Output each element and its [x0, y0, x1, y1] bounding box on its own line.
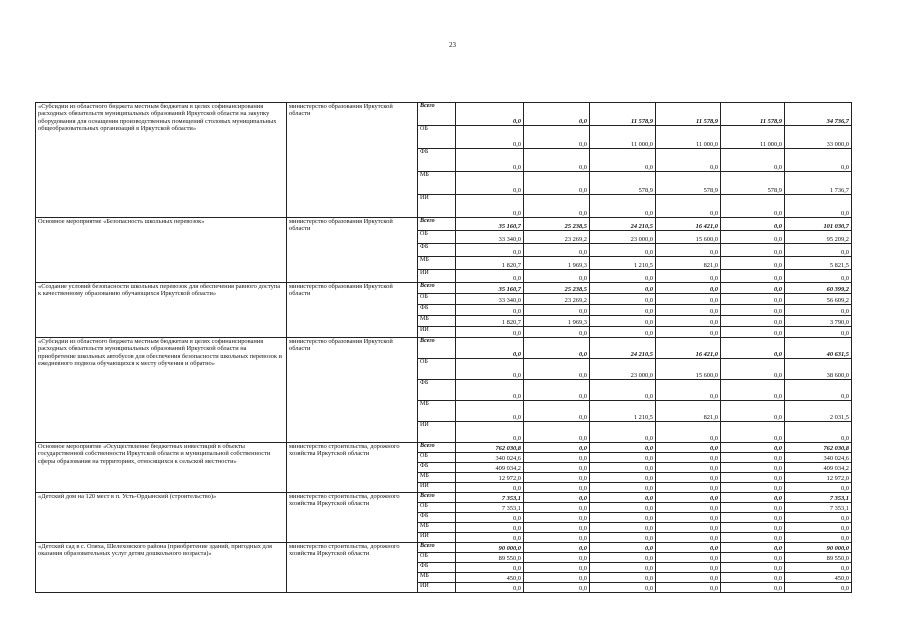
amount-total-cell: 33 000,0	[785, 126, 852, 149]
amount-cell: 0,0	[721, 563, 785, 573]
funding-source: Всего	[418, 103, 456, 126]
amount-total-cell: 409 034,2	[785, 463, 852, 473]
amount-cell: 0,0	[456, 195, 524, 218]
amount-cell: 0,0	[590, 493, 656, 503]
amount-cell: 0,0	[721, 149, 785, 172]
amount-total-cell: 12 972,0	[785, 473, 852, 483]
amount-cell: 0,0	[456, 172, 524, 195]
responsible-executor: министерство строительства, дорожного хозяйства Иркутской области	[287, 493, 418, 543]
amount-cell: 0,0	[456, 270, 524, 283]
amount-cell: 0,0	[656, 453, 721, 463]
amount-total-cell: 2 031,5	[785, 401, 852, 422]
amount-total-cell: 0,0	[785, 422, 852, 443]
amount-cell: 0,0	[656, 443, 721, 453]
amount-cell: 0,0	[590, 543, 656, 553]
amount-cell: 0,0	[590, 503, 656, 513]
amount-cell: 0,0	[656, 463, 721, 473]
amount-cell: 821,0	[656, 257, 721, 270]
amount-total-cell: 101 030,7	[785, 218, 852, 231]
amount-cell: 0,0	[590, 463, 656, 473]
table-row	[36, 218, 852, 231]
amount-cell: 0,0	[721, 543, 785, 553]
amount-cell: 450,0	[456, 573, 524, 583]
amount-total-cell: 7 353,1	[785, 503, 852, 513]
amount-cell: 0,0	[721, 231, 785, 244]
amount-cell: 0,0	[721, 401, 785, 422]
funding-source: ФБ	[418, 563, 456, 573]
amount-cell: 0,0	[524, 327, 590, 338]
amount-cell: 0,0	[456, 126, 524, 149]
amount-cell: 0,0	[524, 149, 590, 172]
funding-source: Всего	[418, 218, 456, 231]
funding-source: ФБ	[418, 463, 456, 473]
amount-cell: 0,0	[590, 523, 656, 533]
amount-cell: 0,0	[456, 327, 524, 338]
amount-cell: 89 550,0	[456, 553, 524, 563]
amount-cell: 0,0	[456, 523, 524, 533]
activity-name: Основное мероприятие «Безопасность школьных перевозок»	[36, 218, 287, 283]
amount-cell: 0,0	[524, 244, 590, 257]
table-row	[36, 443, 852, 453]
amount-cell: 33 340,0	[456, 294, 524, 305]
amount-cell: 0,0	[590, 473, 656, 483]
amount-total-cell: 0,0	[785, 244, 852, 257]
amount-cell: 0,0	[721, 294, 785, 305]
amount-cell: 0,0	[456, 422, 524, 443]
responsible-executor: министерство образования Иркутской области	[287, 338, 418, 443]
funding-source: ИИ	[418, 483, 456, 493]
funding-source: ОБ	[418, 453, 456, 463]
amount-cell: 340 024,6	[456, 453, 524, 463]
amount-cell: 15 600,0	[656, 359, 721, 380]
amount-cell: 0,0	[524, 401, 590, 422]
amount-cell: 7 353,1	[456, 503, 524, 513]
responsible-executor: министерство образования Иркутской области	[287, 218, 418, 283]
amount-cell: 0,0	[656, 473, 721, 483]
amount-cell: 25 238,5	[524, 283, 590, 294]
amount-cell: 0,0	[590, 316, 656, 327]
responsible-executor: министерство образования Иркутской области	[287, 103, 418, 218]
amount-cell: 0,0	[590, 443, 656, 453]
amount-cell: 0,0	[656, 563, 721, 573]
amount-cell: 0,0	[656, 533, 721, 543]
activity-name: Основное мероприятие «Осуществление бюджетных инвестиций в объекты государственной собственности Иркутской области и муниципальной собственности сферы образования на территориях, относящихся к сельской местности»	[36, 443, 287, 493]
amount-cell: 0,0	[524, 513, 590, 523]
activity-name: «Детский сад в с. Оляха, Шелеховского района (приобретение зданий, пригодных для оказания образовательных услуг детям дошкольного возраста)»	[36, 543, 287, 593]
amount-cell: 0,0	[721, 533, 785, 543]
amount-cell: 0,0	[721, 573, 785, 583]
amount-total-cell: 60 399,2	[785, 283, 852, 294]
amount-cell: 0,0	[524, 270, 590, 283]
amount-cell: 0,0	[656, 513, 721, 523]
amount-cell: 0,0	[524, 195, 590, 218]
amount-cell: 0,0	[656, 149, 721, 172]
amount-cell: 11 000,0	[656, 126, 721, 149]
amount-cell: 0,0	[590, 244, 656, 257]
amount-cell: 12 972,0	[456, 473, 524, 483]
amount-cell: 23 000,0	[590, 231, 656, 244]
funding-source: ИИ	[418, 195, 456, 218]
amount-cell: 0,0	[721, 463, 785, 473]
funding-source: МБ	[418, 523, 456, 533]
amount-cell: 0,0	[721, 244, 785, 257]
amount-total-cell: 762 030,8	[785, 443, 852, 453]
amount-total-cell: 3 790,0	[785, 316, 852, 327]
amount-cell: 1 210,5	[590, 257, 656, 270]
activity-name: «Создание условий безопасности школьных перевозок для обеспечения равного доступа к качественному образованию обучающихся Иркутской области»	[36, 283, 287, 338]
amount-cell: 23 269,2	[524, 294, 590, 305]
funding-source: ИИ	[418, 327, 456, 338]
amount-cell: 25 238,5	[524, 218, 590, 231]
amount-cell: 0,0	[590, 563, 656, 573]
amount-cell: 0,0	[456, 103, 524, 126]
amount-total-cell: 450,0	[785, 573, 852, 583]
funding-source: МБ	[418, 573, 456, 583]
amount-cell: 33 340,0	[456, 231, 524, 244]
amount-cell: 0,0	[524, 523, 590, 533]
amount-cell: 23 000,0	[590, 359, 656, 380]
amount-cell: 0,0	[524, 573, 590, 583]
amount-cell: 0,0	[456, 359, 524, 380]
amount-total-cell: 0,0	[785, 270, 852, 283]
amount-cell: 24 210,5	[590, 338, 656, 359]
amount-cell: 0,0	[590, 270, 656, 283]
amount-cell: 24 210,5	[590, 218, 656, 231]
amount-cell: 0,0	[656, 503, 721, 513]
amount-cell: 0,0	[721, 513, 785, 523]
amount-cell: 0,0	[721, 359, 785, 380]
amount-cell: 0,0	[656, 483, 721, 493]
amount-cell: 0,0	[721, 443, 785, 453]
amount-cell: 762 030,8	[456, 443, 524, 453]
amount-cell: 0,0	[721, 523, 785, 533]
amount-cell: 0,0	[456, 401, 524, 422]
amount-total-cell: 0,0	[785, 327, 852, 338]
amount-cell: 0,0	[524, 453, 590, 463]
funding-source: МБ	[418, 401, 456, 422]
table-row	[36, 103, 852, 126]
amount-total-cell: 0,0	[785, 523, 852, 533]
amount-total-cell: 90 000,0	[785, 543, 852, 553]
amount-cell: 0,0	[721, 380, 785, 401]
funding-source: Всего	[418, 283, 456, 294]
amount-cell: 0,0	[590, 327, 656, 338]
amount-cell: 0,0	[524, 103, 590, 126]
amount-cell: 0,0	[656, 573, 721, 583]
amount-cell: 0,0	[656, 422, 721, 443]
funding-source: ФБ	[418, 380, 456, 401]
amount-cell: 7 353,1	[456, 493, 524, 503]
page-number: 23	[449, 41, 456, 49]
table-row	[36, 283, 852, 294]
funding-source: ОБ	[418, 126, 456, 149]
amount-cell: 0,0	[524, 533, 590, 543]
amount-cell: 0,0	[656, 523, 721, 533]
amount-cell: 0,0	[590, 305, 656, 316]
amount-cell: 0,0	[524, 359, 590, 380]
amount-cell: 578,9	[721, 172, 785, 195]
amount-cell: 0,0	[456, 533, 524, 543]
amount-cell: 0,0	[721, 218, 785, 231]
amount-cell: 0,0	[721, 327, 785, 338]
amount-cell: 1 210,5	[590, 401, 656, 422]
amount-total-cell: 0,0	[785, 195, 852, 218]
funding-source: ОБ	[418, 503, 456, 513]
amount-total-cell: 0,0	[785, 483, 852, 493]
amount-total-cell: 0,0	[785, 533, 852, 543]
table-row	[36, 338, 852, 359]
funding-source: ИИ	[418, 422, 456, 443]
funding-source: ИИ	[418, 270, 456, 283]
amount-cell: 0,0	[656, 305, 721, 316]
budget-table	[35, 102, 852, 593]
amount-total-cell: 34 736,7	[785, 103, 852, 126]
amount-cell: 0,0	[524, 503, 590, 513]
funding-source: МБ	[418, 316, 456, 327]
amount-cell: 0,0	[656, 493, 721, 503]
amount-cell: 0,0	[456, 483, 524, 493]
funding-source: ОБ	[418, 553, 456, 563]
amount-cell: 0,0	[456, 149, 524, 172]
amount-cell: 11 578,9	[590, 103, 656, 126]
activity-name: «Детский дом на 120 мест в п. Усть-Ордынский (строительство)»	[36, 493, 287, 543]
funding-source: ФБ	[418, 305, 456, 316]
amount-cell: 90 000,0	[456, 543, 524, 553]
amount-cell: 578,9	[590, 172, 656, 195]
amount-cell: 11 578,9	[656, 103, 721, 126]
amount-cell: 0,0	[456, 583, 524, 593]
amount-cell: 0,0	[524, 553, 590, 563]
funding-source: МБ	[418, 257, 456, 270]
amount-total-cell: 1 736,7	[785, 172, 852, 195]
amount-cell: 0,0	[721, 453, 785, 463]
amount-cell: 0,0	[656, 583, 721, 593]
amount-cell: 0,0	[524, 583, 590, 593]
table-row	[36, 493, 852, 503]
amount-cell: 1 969,3	[524, 257, 590, 270]
amount-cell: 0,0	[721, 422, 785, 443]
amount-cell: 0,0	[721, 503, 785, 513]
amount-cell: 11 000,0	[721, 126, 785, 149]
amount-cell: 0,0	[524, 338, 590, 359]
amount-cell: 0,0	[524, 172, 590, 195]
amount-cell: 35 160,7	[456, 283, 524, 294]
amount-cell: 0,0	[656, 195, 721, 218]
amount-total-cell: 0,0	[785, 380, 852, 401]
amount-cell: 0,0	[456, 338, 524, 359]
funding-source: ФБ	[418, 513, 456, 523]
amount-cell: 35 160,7	[456, 218, 524, 231]
amount-cell: 15 600,0	[656, 231, 721, 244]
amount-cell: 0,0	[721, 270, 785, 283]
amount-cell: 0,0	[524, 473, 590, 483]
amount-cell: 0,0	[524, 443, 590, 453]
amount-total-cell: 38 600,0	[785, 359, 852, 380]
amount-total-cell: 0,0	[785, 149, 852, 172]
amount-cell: 0,0	[721, 257, 785, 270]
amount-cell: 409 034,2	[456, 463, 524, 473]
amount-cell: 0,0	[590, 573, 656, 583]
funding-source: ИИ	[418, 583, 456, 593]
amount-total-cell: 0,0	[785, 563, 852, 573]
funding-source: ФБ	[418, 149, 456, 172]
amount-cell: 0,0	[524, 483, 590, 493]
amount-cell: 0,0	[721, 305, 785, 316]
amount-total-cell: 0,0	[785, 305, 852, 316]
amount-total-cell: 340 024,6	[785, 453, 852, 463]
amount-cell: 1 820,7	[456, 257, 524, 270]
amount-cell: 0,0	[524, 305, 590, 316]
funding-source: ИИ	[418, 533, 456, 543]
amount-cell: 0,0	[590, 294, 656, 305]
amount-cell: 0,0	[456, 380, 524, 401]
amount-total-cell: 56 609,2	[785, 294, 852, 305]
amount-cell: 0,0	[590, 422, 656, 443]
funding-source: Всего	[418, 338, 456, 359]
amount-cell: 0,0	[456, 563, 524, 573]
responsible-executor: министерство строительства, дорожного хозяйства Иркутской области	[287, 543, 418, 593]
amount-cell: 0,0	[590, 553, 656, 563]
amount-cell: 0,0	[524, 563, 590, 573]
amount-total-cell: 0,0	[785, 583, 852, 593]
amount-cell: 821,0	[656, 401, 721, 422]
amount-cell: 0,0	[456, 305, 524, 316]
amount-cell: 0,0	[656, 294, 721, 305]
amount-total-cell: 7 353,1	[785, 493, 852, 503]
amount-cell: 0,0	[456, 244, 524, 257]
amount-cell: 0,0	[524, 493, 590, 503]
amount-total-cell: 95 209,2	[785, 231, 852, 244]
funding-source: ОБ	[418, 359, 456, 380]
funding-source: Всего	[418, 543, 456, 553]
activity-name: «Субсидии из областного бюджета местным бюджетам в целях софинансирования расходных обязательств муниципальных образований Иркутской области на закупку оборудования для оснащения производственных помещений столовых муниципальных общеобразовательных организаций в Иркутской области»	[36, 103, 287, 218]
amount-cell: 0,0	[721, 195, 785, 218]
amount-cell: 0,0	[590, 513, 656, 523]
activity-name: «Субсидии из областного бюджета местным бюджетам в целях софинансирования расходных обязательств муниципальных образований Иркутской области на приобретение школьных автобусов для обеспечения безопасности школьных перевозок и ежедневного подвоза обучающихся к месту обучения и обратно»	[36, 338, 287, 443]
amount-cell: 0,0	[656, 316, 721, 327]
amount-cell: 0,0	[656, 553, 721, 563]
amount-cell: 23 269,2	[524, 231, 590, 244]
amount-cell: 0,0	[590, 533, 656, 543]
amount-cell: 0,0	[721, 473, 785, 483]
amount-cell: 11 000,0	[590, 126, 656, 149]
amount-cell: 1 969,3	[524, 316, 590, 327]
amount-cell: 0,0	[656, 283, 721, 294]
amount-cell: 16 421,0	[656, 338, 721, 359]
amount-cell: 0,0	[656, 543, 721, 553]
funding-source: Всего	[418, 493, 456, 503]
amount-cell: 0,0	[456, 513, 524, 523]
amount-cell: 0,0	[590, 483, 656, 493]
amount-cell: 0,0	[590, 283, 656, 294]
amount-total-cell: 89 550,0	[785, 553, 852, 563]
amount-cell: 0,0	[524, 543, 590, 553]
amount-cell: 0,0	[524, 463, 590, 473]
funding-source: МБ	[418, 473, 456, 483]
amount-cell: 0,0	[656, 380, 721, 401]
amount-cell: 11 578,9	[721, 103, 785, 126]
amount-cell: 0,0	[524, 126, 590, 149]
amount-cell: 0,0	[656, 327, 721, 338]
amount-cell: 0,0	[590, 453, 656, 463]
amount-cell: 0,0	[656, 270, 721, 283]
amount-cell: 0,0	[524, 380, 590, 401]
amount-cell: 0,0	[721, 283, 785, 294]
funding-source: Всего	[418, 443, 456, 453]
funding-source: МБ	[418, 172, 456, 195]
amount-cell: 0,0	[721, 338, 785, 359]
amount-cell: 0,0	[721, 583, 785, 593]
amount-total-cell: 0,0	[785, 513, 852, 523]
amount-cell: 0,0	[721, 493, 785, 503]
funding-source: ОБ	[418, 294, 456, 305]
amount-total-cell: 40 631,5	[785, 338, 852, 359]
table-row	[36, 543, 852, 553]
amount-cell: 16 421,0	[656, 218, 721, 231]
funding-source: ОБ	[418, 231, 456, 244]
amount-cell: 0,0	[590, 195, 656, 218]
amount-cell: 0,0	[656, 244, 721, 257]
amount-cell: 0,0	[590, 149, 656, 172]
amount-cell: 0,0	[721, 483, 785, 493]
amount-cell: 578,9	[656, 172, 721, 195]
responsible-executor: министерство образования Иркутской области	[287, 283, 418, 338]
funding-source: ФБ	[418, 244, 456, 257]
amount-cell: 0,0	[590, 583, 656, 593]
responsible-executor: министерство строительства, дорожного хозяйства Иркутской области	[287, 443, 418, 493]
amount-cell: 0,0	[590, 380, 656, 401]
amount-cell: 1 820,7	[456, 316, 524, 327]
amount-cell: 0,0	[721, 553, 785, 563]
amount-cell: 0,0	[524, 422, 590, 443]
amount-cell: 0,0	[721, 316, 785, 327]
amount-total-cell: 5 821,5	[785, 257, 852, 270]
